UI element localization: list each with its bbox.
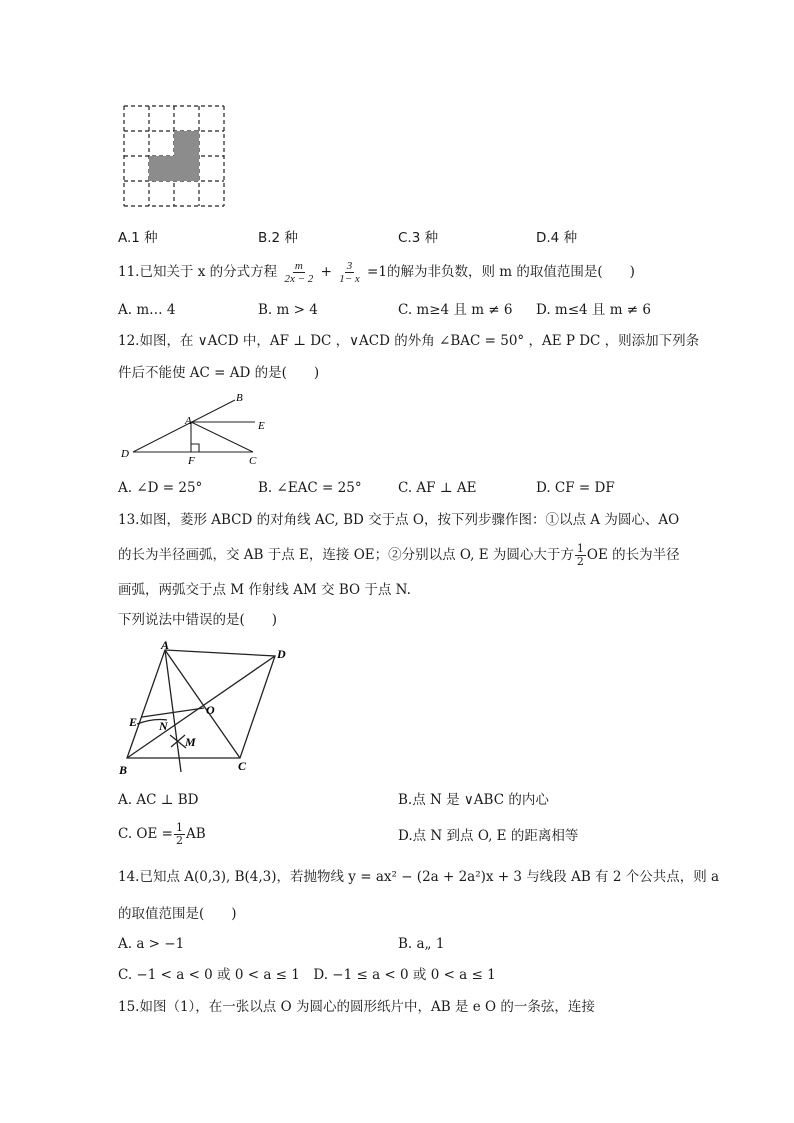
q14-option-c-d: C. −1 < a < 0 或 0 < a ≤ 1 D. −1 ≤ a < 0 或 0 < a ≤ 1: [118, 967, 496, 983]
q10-option-b: B.2 种: [258, 230, 298, 246]
q12-label-d: D: [121, 448, 129, 460]
q15-line-1: 15.如图（1），在一张以点 O 为圆心的圆形纸片中，AB 是 e O 的一条弦，连接: [118, 999, 595, 1015]
q12-label-a: A: [185, 415, 192, 427]
q12-line-2: 件后不能使 AC = AD 的是( ): [118, 365, 320, 381]
q11-option-a: A. m… 4: [118, 302, 176, 318]
q12-label-b: B: [236, 392, 243, 404]
q13-label-d: D: [277, 647, 286, 661]
triangle-figure: [115, 388, 275, 468]
q12-label-f: F: [188, 455, 195, 467]
q11-equals: =1: [367, 264, 387, 280]
q11-plus: +: [320, 264, 332, 280]
q13-label-c: C: [238, 759, 247, 773]
q12-option-d: D. CF = DF: [536, 480, 615, 496]
q11-fraction-1: $\frac{m}{2x - 2}$: [284, 260, 314, 285]
q11-fraction-2: $\frac{3}{1- x}$: [339, 260, 360, 285]
q12-label-e: E: [258, 420, 265, 432]
q12-option-a: A. ∠D = 25°: [118, 480, 203, 496]
q14-option-b: B. a„ 1: [398, 936, 445, 952]
q13-option-c: C. OE = $\frac{1}{2}$ AB: [118, 821, 206, 847]
q12-option-c: C. AF ⊥ AE: [398, 480, 477, 496]
q13-line-4: 下列说法中错误的是( ): [118, 612, 278, 628]
q13-line-2: 的长为半径画弧，交 AB 于点 E，连接 OE；②分别以点 O, E 为圆心大于方 $\frac{1}{2}$ OE 的长为半径: [118, 542, 680, 568]
q11-option-c: C. m≥4 且 m ≠ 6: [398, 302, 513, 318]
q12-option-b: B. ∠EAC = 25°: [258, 480, 362, 496]
q13-option-d: D.点 N 到点 O, E 的距离相等: [398, 828, 579, 844]
q13-label-a: A: [161, 640, 170, 652]
q14-line-1: 14.已知点 A(0,3), B(4,3)，若抛物线 y = ax² − (2a + 2a²)x + 3 与线段 AB 有 2 个公共点，则 a: [118, 869, 720, 885]
q13-option-b: B.点 N 是 ∨ABC 的内心: [398, 792, 549, 808]
q13-label-o: O: [206, 703, 215, 717]
q11-prefix: 11.已知关于 x 的分式方程: [118, 264, 278, 280]
q10-option-c: C.3 种: [398, 230, 439, 246]
q13-label-n: N: [159, 719, 168, 733]
q11-stem: [118, 260, 635, 285]
q13-half-fraction: $\frac{1}{2}$: [576, 542, 584, 568]
q13-line-3: 画弧，两弧交于点 M 作射线 AM 交 BO 于点 N.: [118, 582, 411, 598]
grid-figure: [120, 102, 230, 212]
q14-option-a: A. a > −1: [118, 936, 185, 952]
q13-option-c-fraction: $\frac{1}{2}$: [175, 821, 183, 847]
rhombus-figure: [115, 640, 300, 778]
q10-option-d: D.4 种: [536, 230, 578, 246]
q13-label-e: E: [129, 715, 138, 729]
q12-label-c: C: [249, 455, 257, 467]
q13-line-1: 13.如图，菱形 ABCD 的对角线 AC, BD 交于点 O，按下列步骤作图：①以点 A 为圆心、AO: [118, 512, 680, 528]
q12-line-1: 12.如图，在 ∨ACD 中，AF ⊥ DC ，∨ACD 的外角 ∠BAC = 50° ，AE P DC ，则添加下列条: [118, 333, 700, 349]
shaded-cells: [149, 131, 199, 181]
q14-line-2: 的取值范围是( ): [118, 906, 237, 922]
q11-option-d: D. m≤4 且 m ≠ 6: [536, 302, 651, 318]
q11-suffix: 的解为非负数，则 m 的取值范围是( ): [386, 264, 635, 280]
q10-option-a: A.1 种: [118, 230, 158, 246]
q13-label-b: B: [119, 763, 128, 777]
q13-label-m: M: [185, 735, 196, 749]
q11-option-b: B. m > 4: [258, 302, 318, 318]
q13-option-a: A. AC ⊥ BD: [118, 792, 199, 808]
